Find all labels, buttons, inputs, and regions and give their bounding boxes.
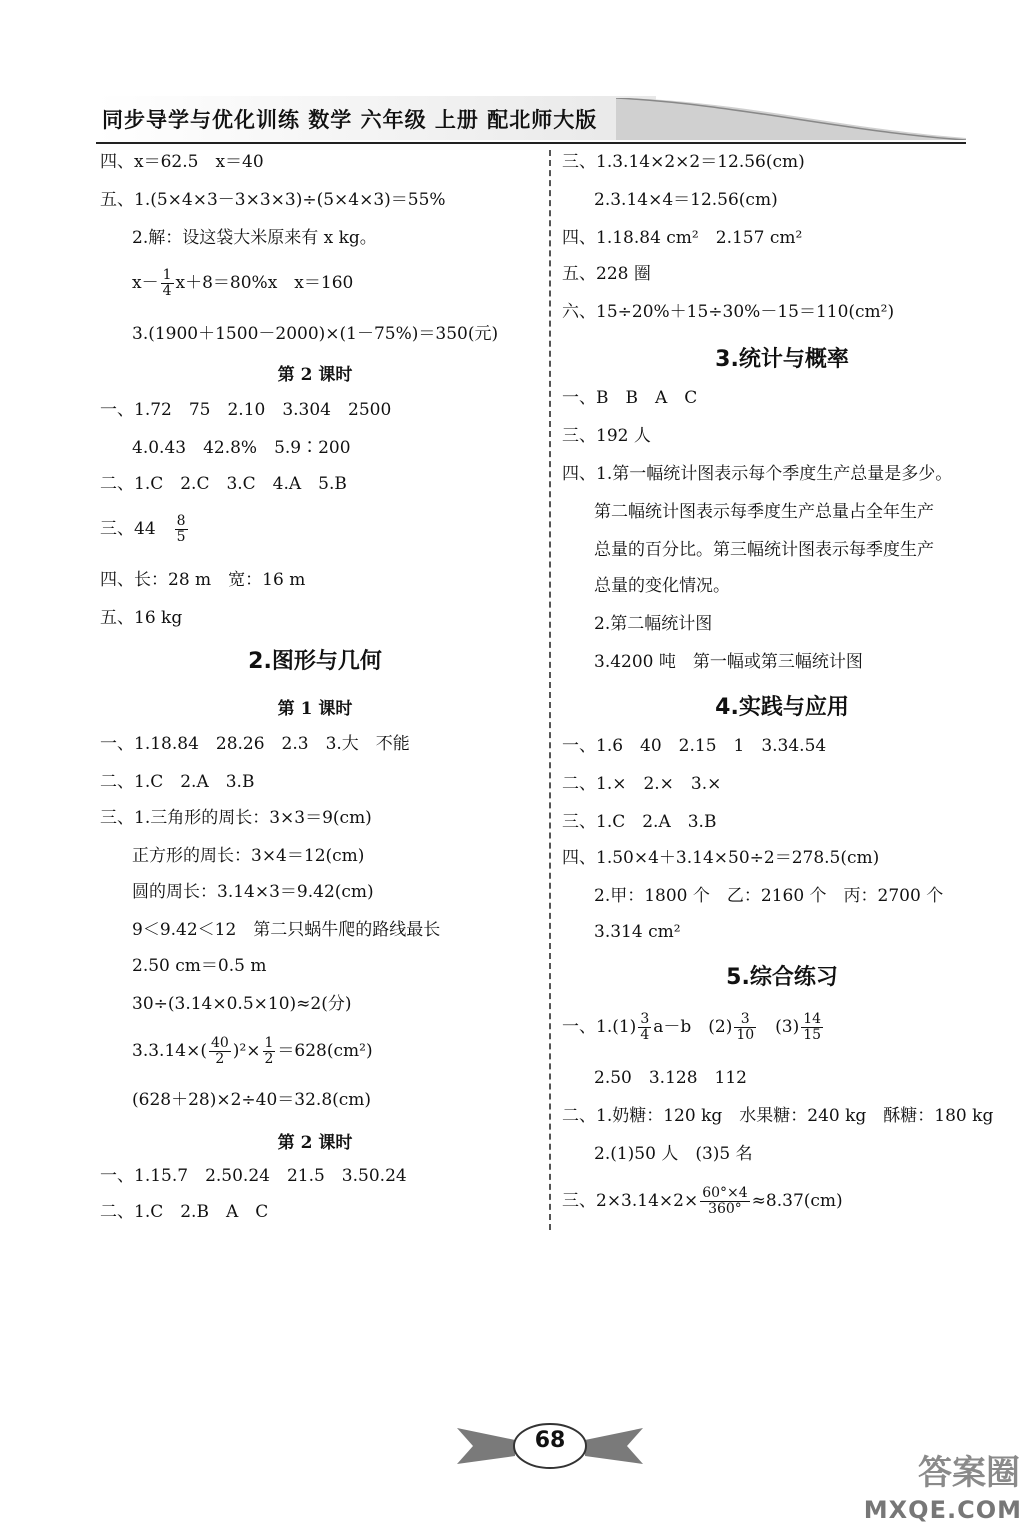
answer-line: 4.0.43 42.8% 5.9∶200: [132, 438, 351, 458]
answer-line: 一、1.6 40 2.15 1 3.34.54: [562, 736, 827, 756]
section-heading: 3.统计与概率: [715, 347, 849, 372]
answer-line: 二、1.C 2.B A C: [100, 1202, 269, 1222]
answer-line: 四、1.第一幅统计图表示每个季度生产总量是多少。: [562, 464, 953, 484]
answer-line: (628＋28)×2÷40＝32.8(cm): [132, 1090, 372, 1110]
answer-line: 五、1.(5×4×3－3×3×3)÷(5×4×3)＝55%: [100, 190, 446, 210]
answer-line: 总量的变化情况。: [594, 576, 730, 596]
fraction-denominator: 2: [215, 1051, 225, 1067]
answer-line: 2.(1)50 人 (3)5 名: [594, 1144, 753, 1164]
page-number: 68: [534, 1428, 566, 1453]
answer-line: 3.314 cm²: [594, 922, 681, 942]
page-footer: [455, 1418, 645, 1474]
header-title: 同步导学与优化训练 数学 六年级 上册 配北师大版: [102, 108, 598, 132]
answer-line: 一、1.18.84 28.26 2.3 3.大 不能: [100, 734, 410, 754]
lesson-subtitle: 第 2 课时: [277, 1133, 353, 1153]
answer-line: 四、x＝62.5 x＝40: [100, 152, 264, 172]
text-part: 三、2×3.14×2×: [562, 1191, 699, 1211]
answer-line: 三、192 人: [562, 426, 651, 446]
answer-line: 二、1.× 2.× 3.×: [562, 774, 722, 794]
text-part: 一、1.(1): [562, 1017, 637, 1037]
answer-line: 9＜9.42＜12 第二只蜗牛爬的路线最长: [132, 920, 441, 940]
fraction-numerator: 8: [176, 513, 186, 529]
answer-line: 2.甲：1800 个 乙：2160 个 丙：2700 个: [594, 886, 944, 906]
fraction: [175, 514, 188, 545]
answer-line: 第二幅统计图表示每季度生产总量占全年生产: [594, 502, 934, 522]
fraction-denominator: 4: [162, 283, 172, 299]
answer-line: 2.3.14×4＝12.56(cm): [594, 190, 778, 210]
fraction-numerator: 60°×4: [702, 1185, 748, 1201]
answer-line: 总量的百分比。第三幅统计图表示每季度生产: [594, 540, 934, 560]
answer-line-fraction: [562, 1012, 825, 1043]
answer-line: 3.(1900＋1500－2000)×(1－75%)＝350(元): [132, 324, 499, 344]
answer-line: 2.第二幅统计图: [594, 614, 713, 634]
fraction: [263, 1036, 276, 1067]
answer-line: 2.50 3.128 112: [594, 1068, 747, 1088]
answer-line: 30÷(3.14×0.5×10)≈2(分): [132, 994, 352, 1014]
answer-line: 六、15÷20%＋15÷30%－15＝110(cm²): [562, 302, 895, 322]
answer-line: 四、1.18.84 cm² 2.157 cm²: [562, 228, 803, 248]
header-swoosh-decoration: [616, 98, 966, 140]
answer-line: 三、1.C 2.A 3.B: [562, 812, 717, 832]
fraction-denominator: 15: [803, 1027, 822, 1043]
fraction: [801, 1012, 823, 1043]
answer-line: 五、16 kg: [100, 608, 183, 628]
page-header: [96, 96, 966, 144]
fraction-denominator: 4: [640, 1027, 650, 1043]
fraction: [209, 1036, 231, 1067]
section-heading: 4.实践与应用: [715, 695, 849, 720]
answer-line: 正方形的周长：3×4＝12(cm): [132, 846, 365, 866]
answer-line: 圆的周长：3.14×3＝9.42(cm): [132, 882, 374, 902]
answer-line-fraction: [100, 514, 190, 545]
answer-line: 五、228 圈: [562, 264, 651, 284]
column-divider: [549, 150, 551, 1230]
answer-line: 2.50 cm＝0.5 m: [132, 956, 267, 976]
answer-line: 四、1.50×4＋3.14×50÷2＝278.5(cm): [562, 848, 880, 868]
text-part: ＝628(cm²): [277, 1041, 373, 1061]
text-part: ≈8.37(cm): [751, 1191, 843, 1211]
answer-line-fraction: [562, 1186, 843, 1217]
fraction: [161, 268, 174, 299]
section-heading: 5.综合练习: [726, 965, 838, 990]
section-heading: 2.图形与几何: [248, 649, 382, 674]
fraction-numerator: 14: [803, 1011, 822, 1027]
answer-line: 四、长：28 m 宽：16 m: [100, 570, 306, 590]
text-part: a－b (2): [653, 1017, 733, 1037]
answer-line: 一、1.15.7 2.50.24 21.5 3.50.24: [100, 1166, 407, 1186]
lesson-subtitle: 第 1 课时: [277, 699, 353, 719]
text-part: 三、44: [100, 519, 156, 539]
text-part: ²×: [239, 1041, 261, 1061]
fraction-denominator: 5: [176, 529, 186, 545]
fraction: [638, 1012, 651, 1043]
text-part: x＋8＝80%x x＝160: [175, 273, 354, 293]
fraction: [700, 1186, 749, 1217]
fraction-denominator: 360°: [708, 1201, 742, 1217]
answer-line: 一、1.72 75 2.10 3.304 2500: [100, 400, 392, 420]
text-part: x－: [132, 273, 159, 293]
fraction-numerator: 40: [210, 1035, 229, 1051]
watermark-logo-cn: 答案圈: [918, 1453, 1020, 1493]
fraction-numerator: 3: [734, 1012, 756, 1028]
answer-line: 二、1.C 2.A 3.B: [100, 772, 255, 792]
answer-line: 二、1.C 2.C 3.C 4.A 5.B: [100, 474, 347, 494]
fraction-numerator: 1: [162, 267, 172, 283]
answer-line-fraction: 3.3.14×( $\frac{40}{2}$ )²× $\frac{1}{2}$ ＝628(cm²): [132, 1035, 373, 1067]
text-part: (3): [758, 1017, 800, 1037]
text-part: 3.3.14×: [132, 1041, 201, 1061]
fraction-numerator: 3: [640, 1011, 650, 1027]
answer-line: 二、1.奶糖：120 kg 水果糖：240 kg 酥糖：180 kg: [562, 1106, 994, 1126]
answer-line: 一、B B A C: [562, 388, 698, 408]
lesson-subtitle: 第 2 课时: [277, 365, 353, 385]
fraction-numerator: 1: [264, 1035, 274, 1051]
fraction: [734, 1012, 756, 1043]
answer-line: 3.4200 吨 第一幅或第三幅统计图: [594, 652, 863, 672]
answer-line: 三、1.3.14×2×2＝12.56(cm): [562, 152, 805, 172]
watermark-logo-en: MXQE.COM: [863, 1496, 1022, 1524]
fraction-denominator: 10: [736, 1027, 755, 1043]
answer-line: 2.解：设这袋大米原来有 x kg。: [132, 228, 377, 248]
answer-line: 三、1.三角形的周长：3×3＝9(cm): [100, 808, 372, 828]
fraction-denominator: 2: [264, 1051, 274, 1067]
answer-line-fraction: [132, 268, 353, 299]
